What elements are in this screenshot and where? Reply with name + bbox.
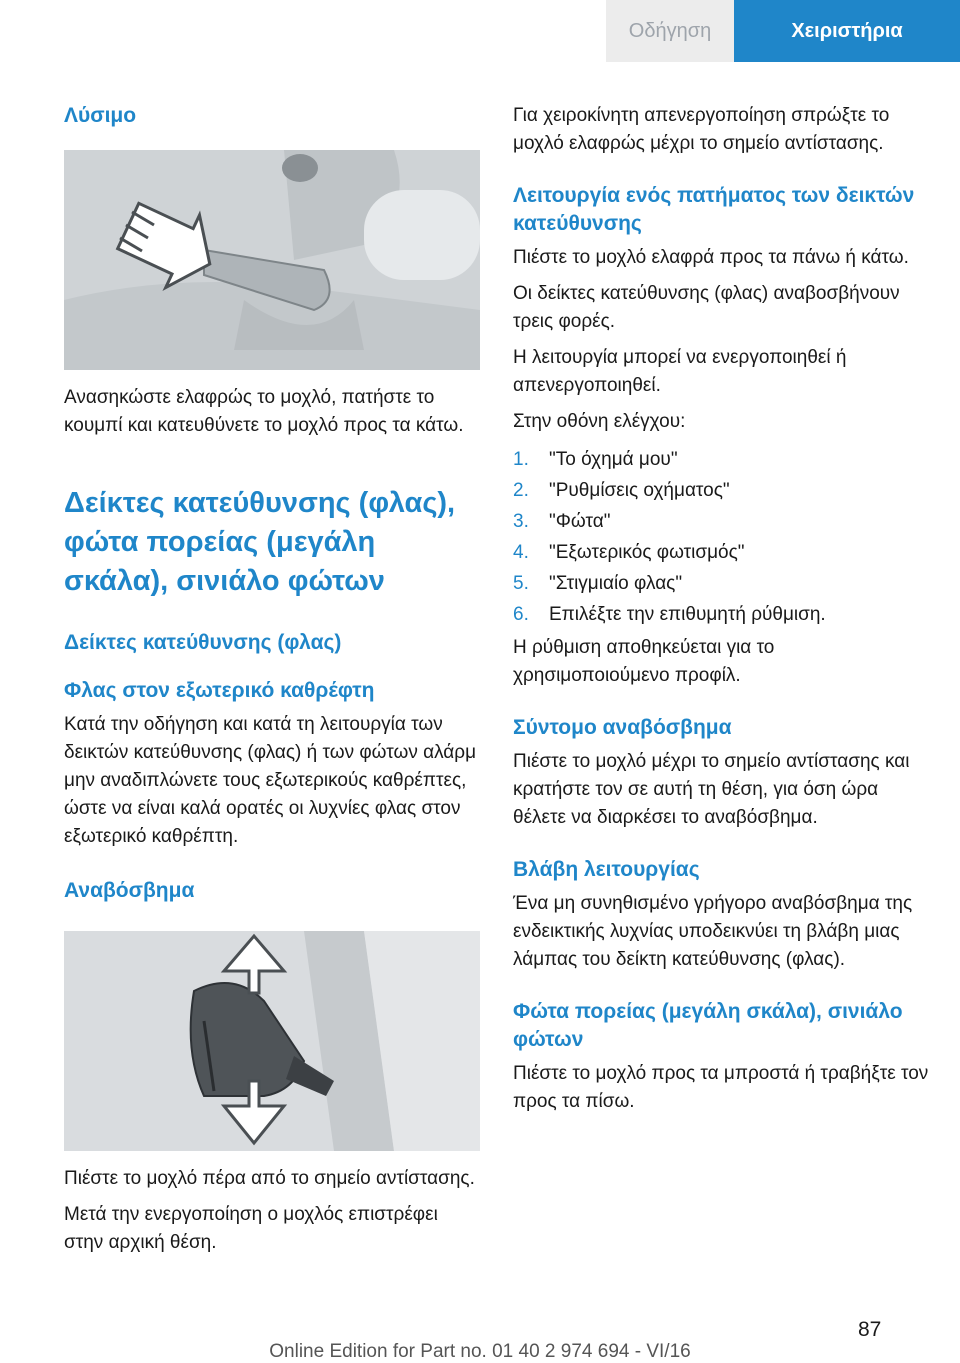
handbrake-illustration xyxy=(64,150,480,370)
left-column xyxy=(64,94,480,1257)
flashing-heading: Αναβόσβημα xyxy=(64,879,195,902)
list-item: 1. "Το όχημά μου" xyxy=(513,449,678,470)
release-text: Ανασηκώστε ελαφρώς το μοχλό, πατήστε το κουμπί και κατευθύνετε το μοχλό προς τα κάτω. xyxy=(64,387,464,436)
mirror-text: Κατά την οδήγηση και κατά τη λειτουργία των δεικτών κατεύθυνσης (φλας) ή των φώτων αλάρμ μην αναδιπλώνετε τους εξωτερικούς καθρέπτες, ώστε να είναι καλά ορατές οι λυχνίες φλας στον εξωτερικό καθρέπτη. xyxy=(64,714,477,847)
high-beam-text: Πιέστε το μοχλό προς τα μπροστά ή τραβήξτε τον προς τα πίσω. xyxy=(513,1063,929,1112)
saved-text: Η ρύθμιση αποθηκεύεται για το χρησιμοποιούμενο προφίλ. xyxy=(513,637,775,686)
page-number: 87 xyxy=(858,1318,882,1341)
list-item: 3. "Φώτα" xyxy=(513,511,611,532)
tab-driving[interactable]: Οδήγηση xyxy=(606,0,734,62)
fault-heading: Βλάβη λειτουργίας xyxy=(513,858,700,881)
brief-heading: Σύντομο αναβόσβημα xyxy=(513,716,732,739)
list-item: 6. Επιλέξτε την επιθυμητή ρύθμιση. xyxy=(513,604,826,625)
press-text: Πιέστε το μοχλό πέρα από το σημείο αντίστασης. xyxy=(64,1168,475,1189)
return-text: Μετά την ενεργοποίηση ο μοχλός επιστρέφει στην αρχική θέση. xyxy=(64,1204,438,1253)
section-heading: Δείκτες κατεύθυνσης (φλας), φώτα πορείας (μεγάλη σκάλα), σινιάλο φώτων xyxy=(64,487,456,597)
release-heading: Λύσιμο xyxy=(64,104,137,127)
list-item: 4. "Εξωτερικός φωτισμός" xyxy=(513,542,745,563)
indicators-heading: Δείκτες κατεύθυνσης (φλας) xyxy=(64,631,342,654)
steps-list xyxy=(513,444,933,630)
manual-text: Για χειροκίνητη απενεργοποίηση σπρώξτε το μοχλό ελαφρώς μέχρι το σημείο αντίστασης. xyxy=(513,105,890,154)
tab-controls[interactable]: Χειριστήρια xyxy=(734,0,960,62)
activate-text: Η λειτουργία μπορεί να ενεργοποιηθεί ή απενεργοποιηθεί. xyxy=(513,347,847,396)
one-touch-text: Πιέστε το μοχλό ελαφρά προς τα πάνω ή κάτω. xyxy=(513,247,909,268)
turn-signal-lever-illustration xyxy=(64,931,480,1151)
fault-text: Ένα μη συνηθισμένο γρήγορο αναβόσβημα της ενδεικτικής λυχνίας υποδεικνύει τη βλάβη μιας λάμπας του δείκτη κατεύθυνσης (φλας). xyxy=(513,893,913,970)
list-item: 2. "Ρυθμίσεις οχήματος" xyxy=(513,480,730,501)
list-item: 5. "Στιγμιαίο φλας" xyxy=(513,573,683,594)
footer: Online Edition for Part no. 01 40 2 974 694 - VI/16 xyxy=(269,1341,691,1362)
brief-text: Πιέστε το μοχλό μέχρι το σημείο αντίστασης και κρατήστε τον σε αυτή τη θέση, για όση ώρα θέλετε να διαρκέσει το αναβόσβημα. xyxy=(513,751,910,828)
high-beam-heading: Φώτα πορείας (μεγάλη σκάλα), σινιάλο φώτων xyxy=(513,1000,903,1051)
header-tabs xyxy=(606,0,960,62)
screen-text: Στην οθόνη ελέγχου: xyxy=(513,411,686,432)
three-times-text: Οι δείκτες κατεύθυνσης (φλας) αναβοσβήνουν τρεις φορές. xyxy=(513,283,900,332)
one-touch-heading: Λειτουργία ενός πατήματος των δεικτών κατεύθυνσης xyxy=(513,184,915,235)
mirror-heading: Φλας στον εξωτερικό καθρέφτη xyxy=(64,679,375,702)
right-column xyxy=(513,94,933,1116)
